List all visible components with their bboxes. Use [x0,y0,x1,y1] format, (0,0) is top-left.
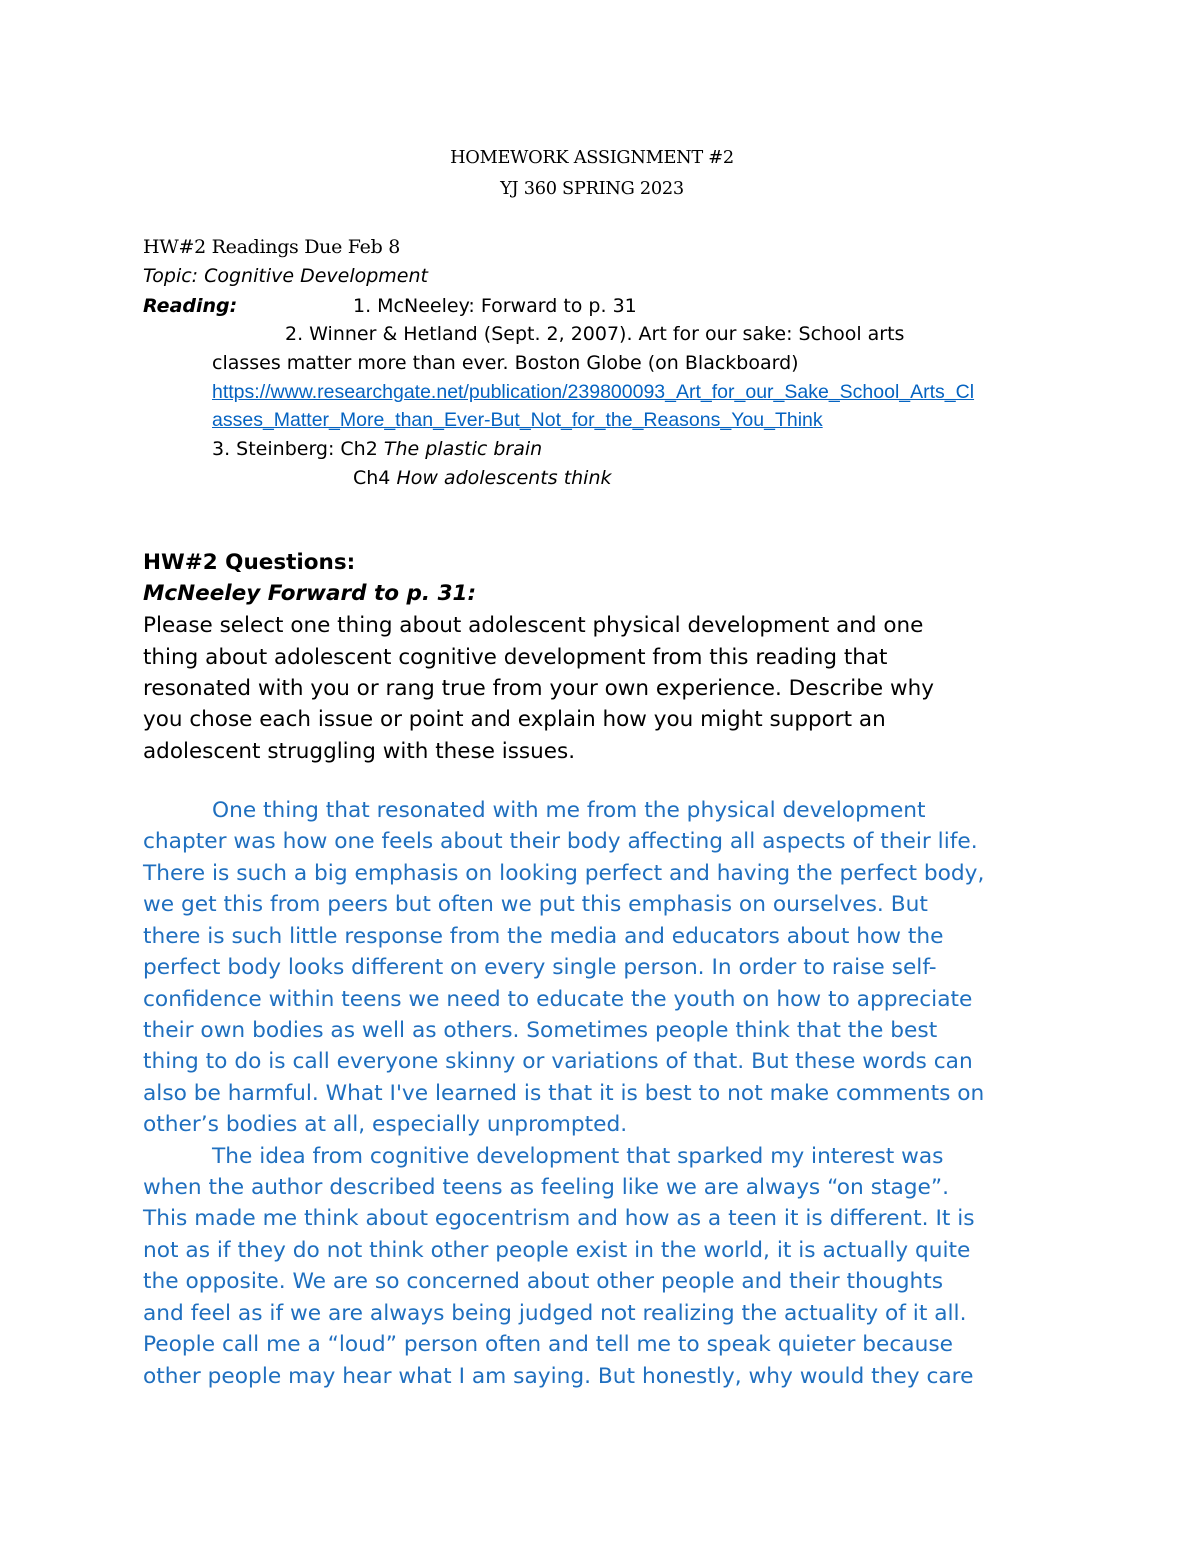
answer-line: This made me think about egocentrism and how as a teen it is different. It is [143,1206,975,1231]
prompt-line: resonated with you or rang true from your own experience. Describe why [143,676,934,701]
answer-line: we get this from peers but often we put this emphasis on ourselves. But [143,892,928,917]
answer-line: confidence within teens we need to educate the youth on how to appreciate [143,987,973,1012]
answer-line: chapter was how one feels about their body affecting all aspects of their life. [143,829,978,854]
answer-line: thing to do is call everyone skinny or variations of that. But these words can [143,1049,973,1074]
prompt-line: Please select one thing about adolescent physical development and one [143,613,924,638]
answer-line: One thing that resonated with me from the physical development [212,798,926,823]
answer-line: perfect body looks different on every single person. In order to raise self- [143,955,937,980]
reading-item-1: 1. McNeeley: Forward to p. 31 [353,295,637,317]
questions-heading: HW#2 Questions: [143,550,356,575]
reading-item-3-title: The plastic brain [383,438,543,460]
answer-line: the opposite. We are so concerned about other people and their thoughts [143,1269,944,1294]
answer-line: there is such little response from the media and educators about how the [143,924,944,949]
answer-line: their own bodies as well as others. Sometimes people think that the best [143,1018,938,1043]
reading-item-2-line2: classes matter more than ever. Boston Globe (on Blackboard) [212,352,799,374]
prompt-line: adolescent struggling with these issues. [143,739,576,764]
answer-line: People call me a “loud” person often and tell me to speak quieter because [143,1332,953,1357]
doc-subtitle: YJ 360 SPRING 2023 [500,178,684,199]
answer-line: not as if they do not think other people exist in the world, it is actually quite [143,1238,971,1263]
reading-item-3 [212,438,542,460]
reading-item-3b-title: How adolescents think [396,467,612,489]
article-link-line2[interactable]: asses_Matter_More_than_Ever-But_Not_for_the_Reasons_You_Think [212,409,823,431]
prompt-line: thing about adolescent cognitive development from this reading that [143,645,888,670]
readings-due-heading: HW#2 Readings Due Feb 8 [143,236,400,258]
answer-line: The idea from cognitive development that sparked my interest was [212,1144,944,1169]
reading-item-3b [353,467,612,489]
answer-line: also be harmful. What I've learned is that it is best to not make comments on [143,1081,985,1106]
article-link-line1[interactable]: https://www.researchgate.net/publication/239800093_Art_for_our_Sake_School_Arts_Cl [212,381,975,403]
answer-line: other people may hear what I am saying. But honestly, why would they care [143,1364,974,1389]
reading-item-2-line1: 2. Winner & Hetland (Sept. 2, 2007). Art for our sake: School arts [285,323,905,345]
reading-item-3b-prefix: Ch4 [353,467,397,489]
answer-line: other’s bodies at all, especially unprompted. [143,1112,628,1137]
questions-subheading: McNeeley Forward to p. 31: [143,581,477,606]
answer-line: There is such a big emphasis on looking perfect and having the perfect body, [143,861,985,886]
doc-title: HOMEWORK ASSIGNMENT #2 [450,147,734,168]
reading-label: Reading: [143,295,238,317]
answer-line: when the author described teens as feeling like we are always “on stage”. [143,1175,950,1200]
prompt-line: you chose each issue or point and explain how you might support an [143,707,886,732]
topic-line: Topic: Cognitive Development [143,265,428,287]
reading-item-3-prefix: 3. Steinberg: Ch2 [212,438,384,460]
answer-line: and feel as if we are always being judged not realizing the actuality of it all. [143,1301,967,1326]
